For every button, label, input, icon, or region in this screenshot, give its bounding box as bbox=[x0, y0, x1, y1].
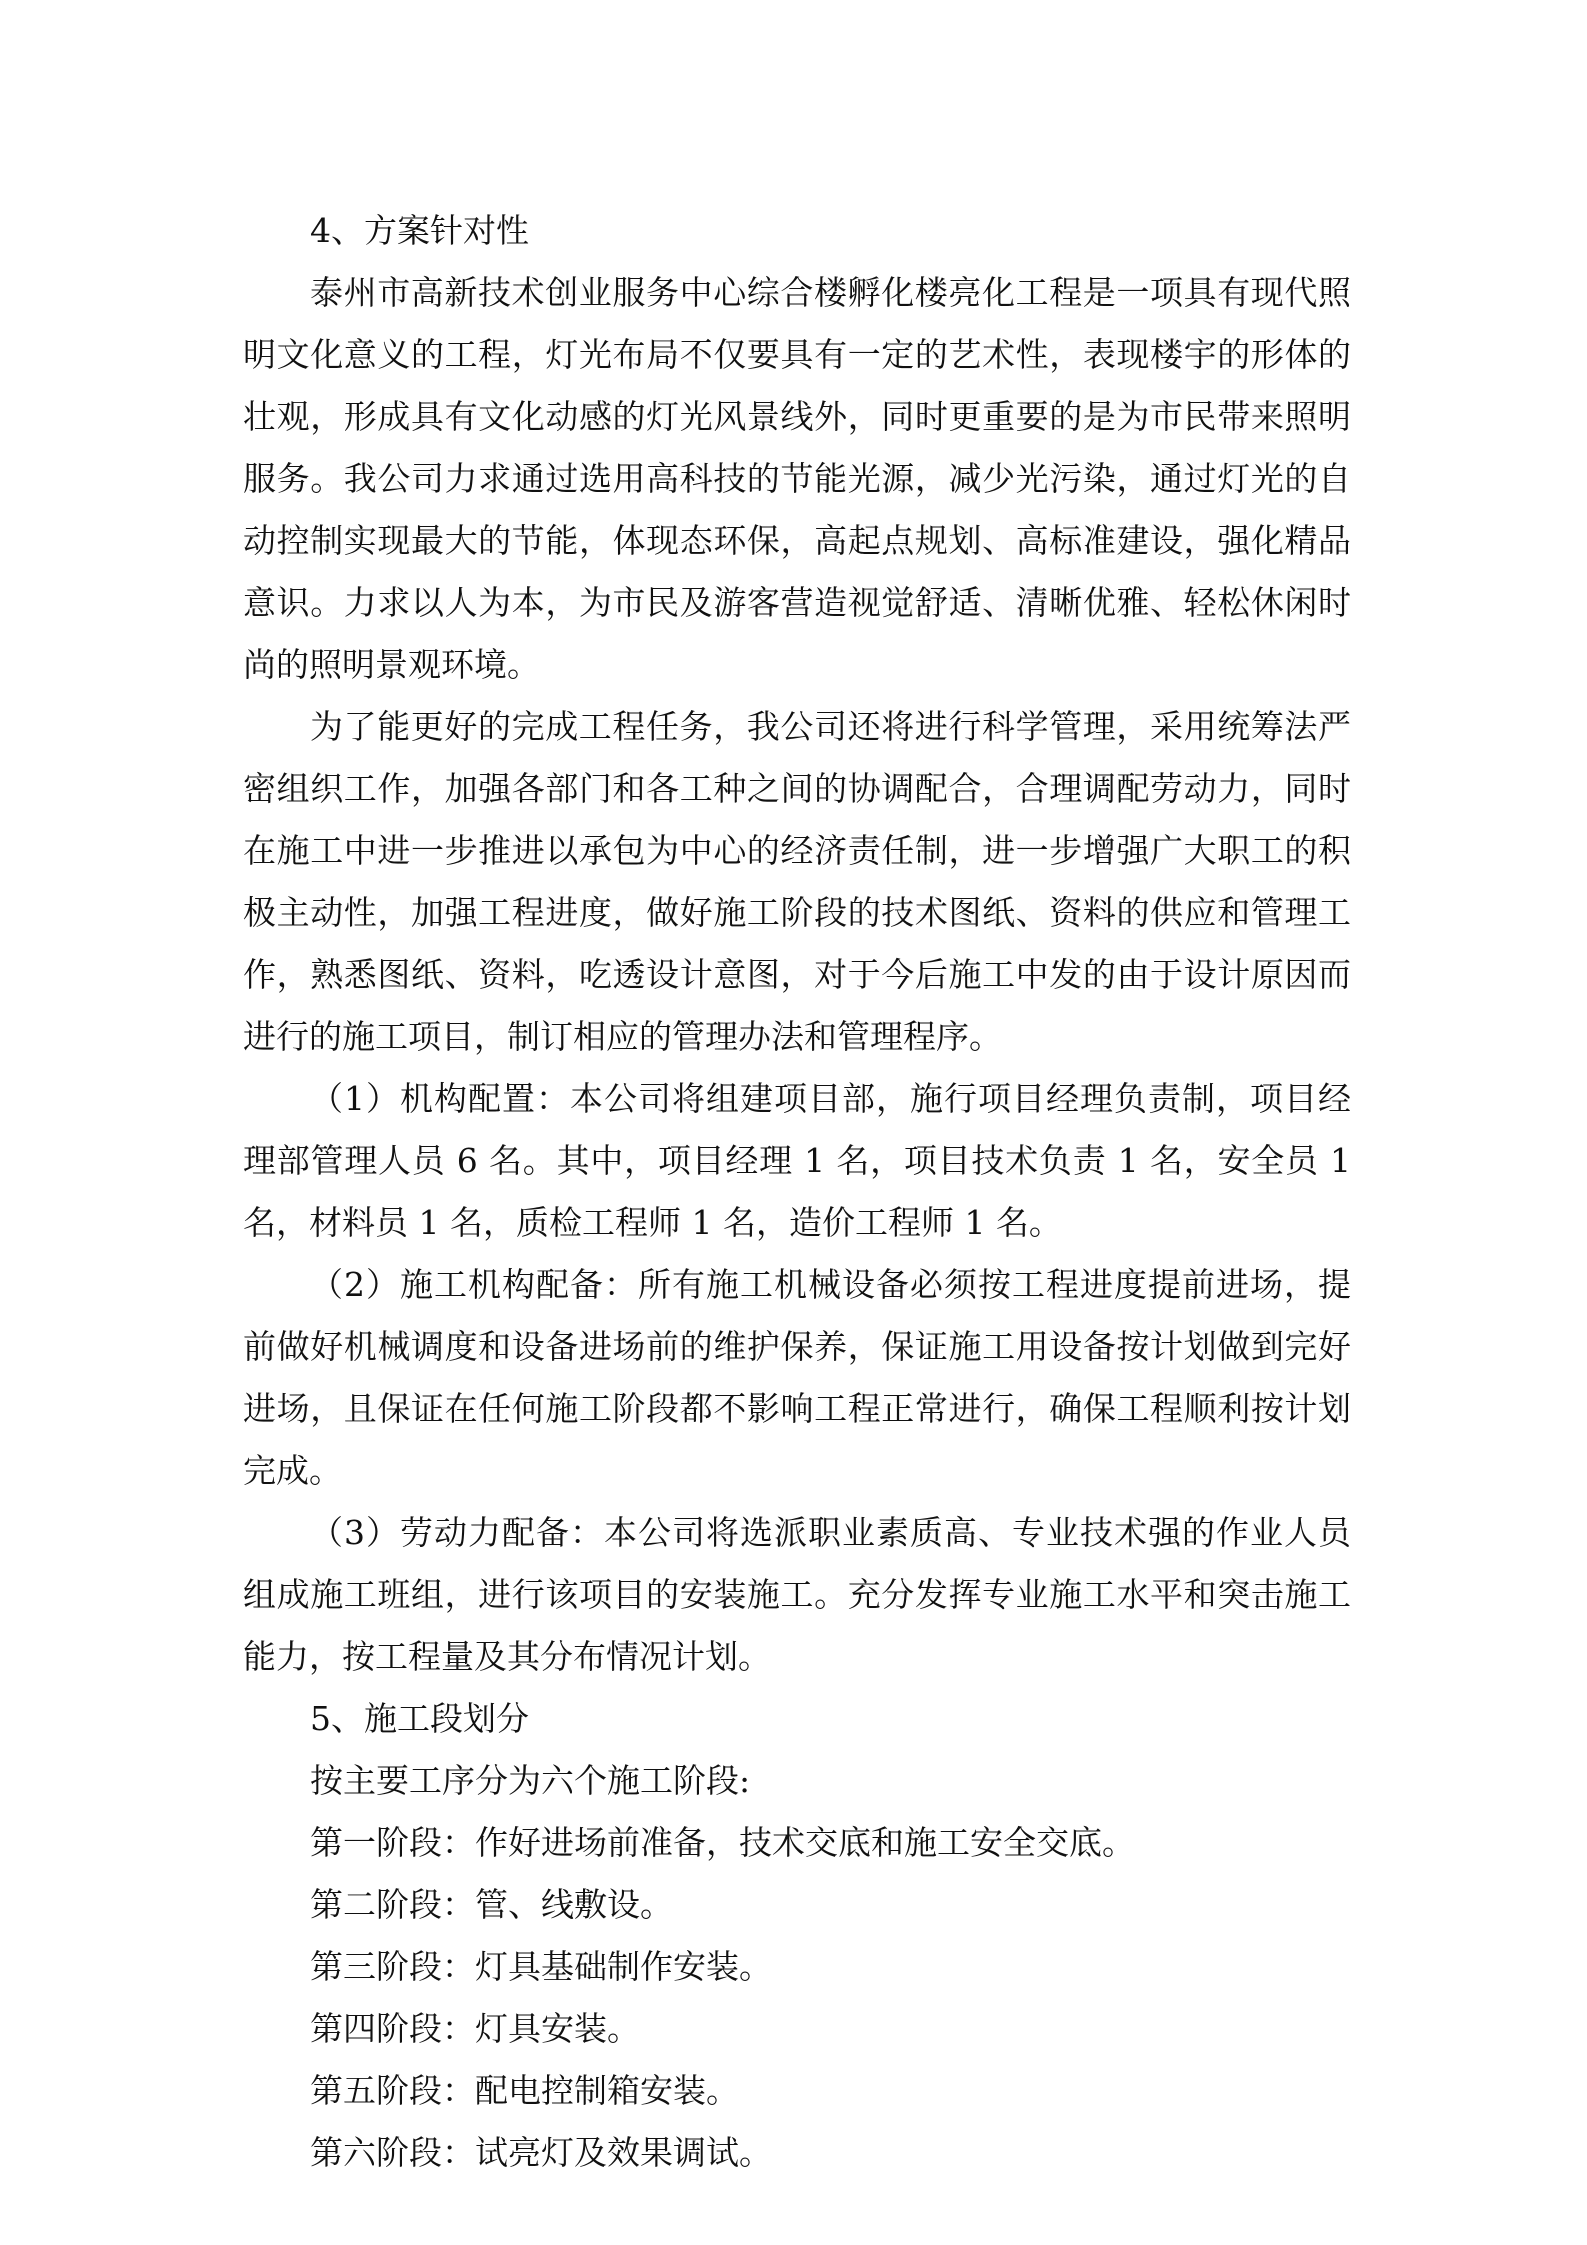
stage-item: 第四阶段：灯具安装。 bbox=[310, 2009, 640, 2048]
stage-item: 第六阶段：试亮灯及效果调试。 bbox=[310, 2133, 772, 2172]
paragraph-organization: （1）机构配置：本公司将组建项目部，施行项目经理负责制，项目经理部管理人员 6 名。其中，项目经理 1 名，项目技术负责 1 名，安全员 1 名，材料员 1 名，质检工程师 1 名，造价工程师 1 名。 bbox=[243, 1079, 1351, 1242]
stages-intro: 按主要工序分为六个施工阶段: bbox=[310, 1761, 751, 1800]
paragraph-equipment: （2）施工机构配备：所有施工机械设备必须按工程进度提前进场，提前做好机械调度和设备进场前的维护保养，保证施工用设备按计划做到完好进场，且保证在任何施工阶段都不影响工程正常进行，确保工程顺利按计划完成。 bbox=[243, 1265, 1351, 1490]
section-heading-4: 4、方案针对性 bbox=[310, 211, 529, 250]
paragraph-project-overview: 泰州市高新技术创业服务中心综合楼孵化楼亮化工程是一项具有现代照明文化意义的工程，灯光布局不仅要具有一定的艺术性，表现楼宇的形体的壮观，形成具有文化动感的灯光风景线外，同时更重要的是为市民带来照明服务。我公司力求通过选用高科技的节能光源，减少光污染，通过灯光的自动控制实现最大的节能，体现态环保，高起点规划、高标准建设，强化精品意识。力求以人为本，为市民及游客营造视觉舒适、清晰优雅、轻松休闲时尚的照明景观环境。 bbox=[243, 273, 1351, 684]
paragraph-management: 为了能更好的完成工程任务，我公司还将进行科学管理，采用统筹法严密组织工作，加强各部门和各工种之间的协调配合，合理调配劳动力，同时在施工中进一步推进以承包为中心的经济责任制，进一步增强广大职工的积极主动性，加强工程进度，做好施工阶段的技术图纸、资料的供应和管理工作，熟悉图纸、资料，吃透设计意图，对于今后施工中发的由于设计原因而进行的施工项目，制订相应的管理办法和管理程序。 bbox=[243, 707, 1351, 1056]
stage-item: 第一阶段：作好进场前准备，技术交底和施工安全交底。 bbox=[310, 1823, 1135, 1862]
stage-item: 第三阶段：灯具基础制作安装。 bbox=[310, 1947, 772, 1986]
paragraph-labor: （3）劳动力配备：本公司将选派职业素质高、专业技术强的作业人员组成施工班组，进行该项目的安装施工。充分发挥专业施工水平和突击施工能力，按工程量及其分布情况计划。 bbox=[243, 1513, 1351, 1676]
stage-item: 第五阶段：配电控制箱安装。 bbox=[310, 2071, 739, 2110]
stage-item: 第二阶段：管、线敷设。 bbox=[310, 1885, 673, 1924]
section-heading-5: 5、施工段划分 bbox=[310, 1699, 529, 1738]
document-body bbox=[243, 200, 1351, 2184]
